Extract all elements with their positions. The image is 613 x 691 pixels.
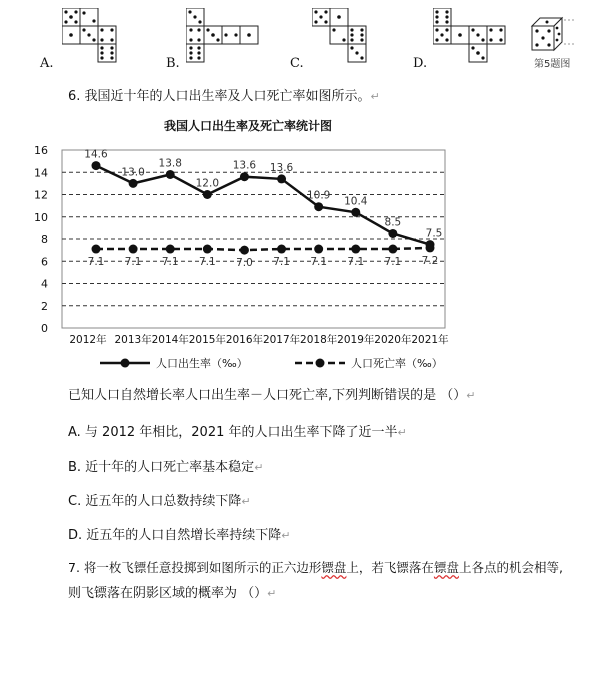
death-rate-label: 7.1: [124, 256, 142, 269]
chart-title: 我国人口出生率及死亡率统计图: [163, 119, 333, 133]
birth-rate-point: [203, 190, 212, 199]
question-7-line-1: [68, 558, 563, 576]
birth-rate-point: [129, 179, 138, 188]
question-6-premise: [68, 384, 475, 403]
birth-rate-point: [92, 161, 101, 170]
x-tick-label: 2018年: [300, 334, 338, 346]
chart-data-labels: [84, 149, 442, 270]
death-rate-label: 7.1: [347, 256, 365, 269]
birth-rate-label: 12.0: [195, 177, 220, 190]
birth-rate-line: [96, 166, 430, 245]
paragraph-mark: ↵: [397, 426, 407, 439]
option-a-label: A.: [40, 56, 54, 71]
birth-rate-point: [166, 170, 175, 179]
chart-legend: [100, 356, 443, 370]
x-tick-label: 2014年: [151, 334, 189, 346]
death-rate-point: [240, 246, 249, 255]
death-rate-line: [96, 248, 430, 250]
birth-rate-label: 10.9: [306, 189, 331, 202]
x-tick-label: 2016年: [225, 334, 264, 346]
death-rate-point: [314, 245, 323, 254]
death-rate-point: [351, 245, 360, 254]
choice-b[interactable]: [68, 456, 263, 475]
x-tick-label: 2013年: [114, 334, 152, 346]
y-tick-label: 14: [34, 166, 48, 180]
death-rate-point: [388, 245, 397, 254]
option-d-label: D.: [413, 56, 428, 71]
x-tick-label: 2020年: [374, 334, 412, 346]
question-7-dartboard-word-2: 镖盘: [433, 560, 459, 575]
choice-d-text: D. 近五年的人口自然增长率持续下降: [68, 528, 282, 543]
y-tick-label: 0: [41, 322, 48, 335]
birth-rate-point: [240, 172, 249, 181]
y-tick-label: 4: [41, 277, 48, 291]
dice-net-c: [312, 8, 392, 68]
birth-rate-point: [351, 208, 360, 217]
birth-rate-label: 13.0: [121, 166, 145, 179]
chart-x-tick-labels: [69, 333, 449, 346]
birth-rate-point: [277, 174, 286, 183]
birth-rate-point: [388, 229, 397, 238]
paragraph-mark: ↵: [254, 461, 264, 474]
death-rate-label: 7.2: [421, 254, 439, 267]
paragraph-mark: ↵: [466, 389, 476, 402]
death-rate-point: [166, 245, 175, 254]
choice-c[interactable]: [68, 490, 251, 509]
death-rate-label: 7.1: [198, 256, 216, 269]
x-tick-label: 2019年: [337, 334, 375, 346]
choice-b-text: B. 近十年的人口死亡率基本稳定: [68, 460, 255, 475]
population-chart: [0, 112, 613, 382]
option-b-label: B.: [166, 56, 180, 71]
dice-net-d: [433, 8, 515, 68]
death-rate-label: 7.1: [273, 256, 290, 269]
die-cube-figure: [530, 16, 580, 52]
death-rate-label: 7.1: [384, 256, 402, 269]
question-7-text-a: 7. 将一枚飞镖任意投掷到如图所示的正六边形: [68, 560, 322, 575]
question-7-text-e: 上各点的机会相等,: [458, 560, 563, 575]
x-tick-label: 2012年: [69, 334, 107, 346]
option-c-label: C.: [290, 56, 304, 71]
question-7-text-c: 上，若飞镖落在: [346, 560, 434, 575]
y-tick-label: 8: [41, 233, 48, 246]
birth-rate-label: 13.8: [158, 157, 182, 170]
death-rate-point: [129, 245, 138, 254]
death-rate-label: 7.0: [236, 257, 253, 270]
death-rate-label: 7.1: [310, 256, 328, 269]
birth-rate-label: 7.5: [425, 227, 443, 240]
y-tick-label: 2: [41, 299, 48, 313]
paragraph-mark: ↵: [281, 529, 291, 542]
dice-net-b: [186, 8, 268, 68]
legend-label-birth: 人口出生率（‰）: [156, 357, 248, 370]
death-rate-point: [203, 245, 212, 254]
question-6-premise-text: 已知人口自然增长率人口出生率－人口死亡率,下列判断错误的是 （）: [68, 388, 467, 403]
birth-rate-point: [314, 202, 323, 211]
y-tick-label: 6: [41, 255, 48, 269]
figure-caption: 第5题图: [534, 59, 571, 70]
legend-marker-birth: [121, 359, 130, 368]
choice-a-text: A. 与 2012 年相比，2021 年的人口出生率下降了近一半: [68, 425, 398, 440]
question-7-dartboard-word: 镖盘: [321, 560, 347, 575]
choice-a[interactable]: [68, 421, 407, 440]
question-7-text-line2: 则飞镖落在阴影区域的概率为 （）: [68, 586, 268, 601]
chart-y-tick-labels: [34, 144, 48, 335]
question-6-stem-text: 6. 我国近十年的人口出生率及人口死亡率如图所示。: [68, 89, 371, 104]
question-7-line-2: [68, 582, 276, 601]
death-rate-label: 7.1: [87, 256, 105, 269]
birth-rate-label: 13.6: [269, 161, 294, 174]
x-tick-label: 2021年: [411, 334, 449, 346]
legend-marker-death: [316, 359, 325, 368]
paragraph-mark: ↵: [267, 587, 277, 600]
birth-rate-label: 13.6: [232, 159, 257, 172]
birth-rate-label: 10.4: [344, 195, 368, 208]
paragraph-mark: ↵: [241, 495, 251, 508]
death-rate-point: [92, 245, 101, 254]
y-tick-label: 12: [34, 188, 48, 202]
death-rate-label: 7.1: [161, 256, 179, 269]
death-rate-point: [277, 245, 286, 254]
y-tick-label: 16: [34, 144, 48, 157]
death-rate-point: [426, 243, 435, 252]
y-tick-label: 10: [34, 210, 48, 224]
choice-c-text: C. 近五年的人口总数持续下降: [68, 494, 242, 509]
birth-rate-label: 8.5: [384, 216, 402, 229]
x-tick-label: 2015年: [188, 334, 226, 346]
paragraph-mark: ↵: [370, 90, 380, 103]
dice-net-a: [62, 8, 142, 68]
legend-label-death: 人口死亡率（‰）: [351, 357, 443, 370]
question-6-stem: [68, 85, 380, 104]
choice-d[interactable]: [68, 524, 291, 543]
x-tick-label: 2017年: [262, 334, 301, 346]
birth-rate-label: 14.6: [84, 148, 108, 161]
